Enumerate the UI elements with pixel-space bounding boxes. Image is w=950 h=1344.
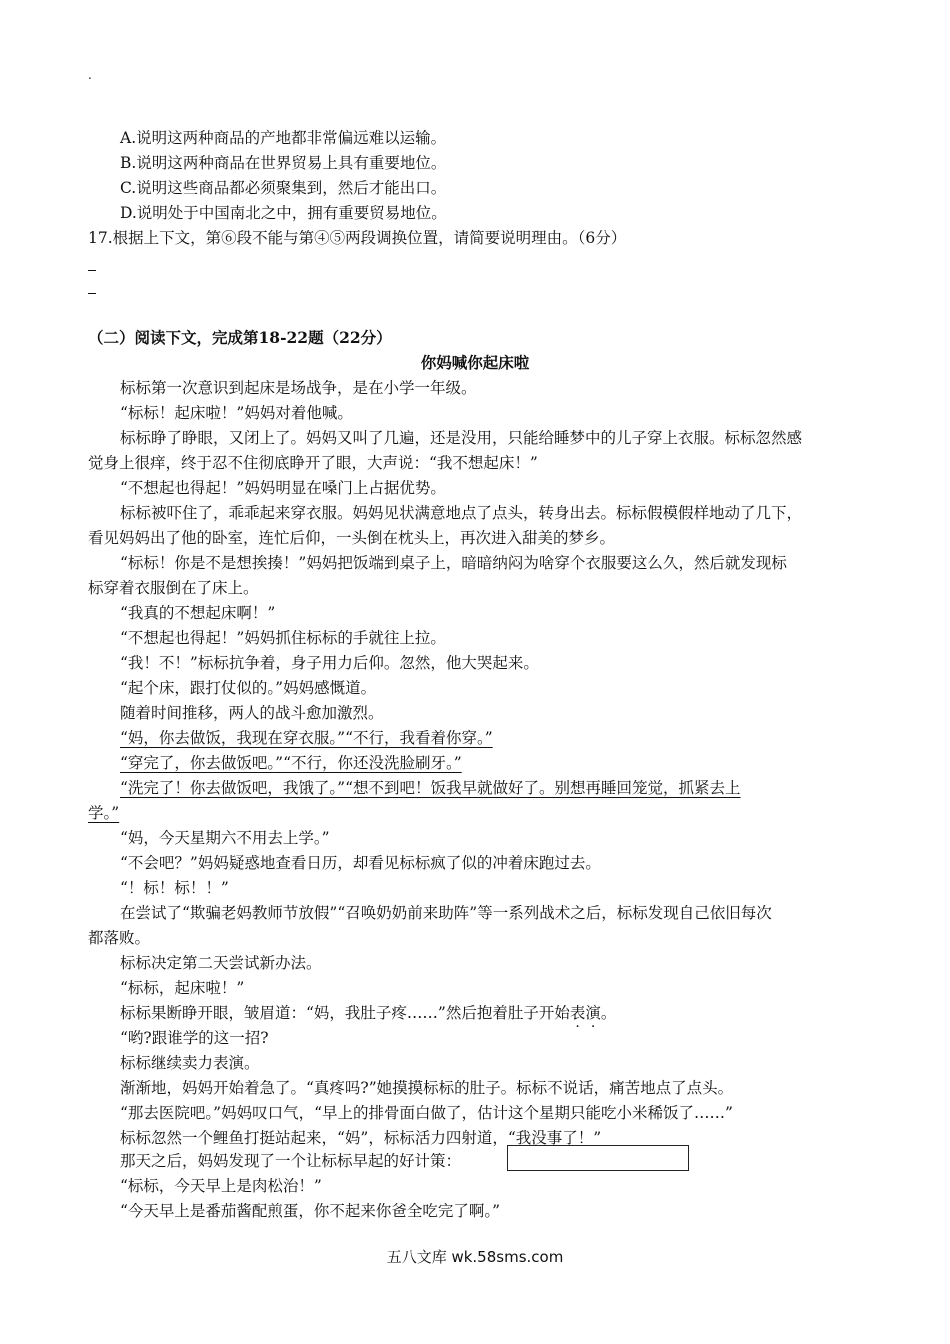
paragraph: “标标！起床啦！”妈妈对着他喊。 <box>120 404 353 422</box>
paragraph: 标标继续卖力表演。 <box>120 1054 260 1072</box>
paragraph-cont: 标穿着衣服倒在了床上。 <box>88 579 259 597</box>
paragraph: 渐渐地，妈妈开始着急了。“真疼吗?”她摸摸标标的肚子。标标不说话，痛苦地点了点头。 <box>120 1079 734 1097</box>
paragraph: “妈，今天星期六不用去上学。” <box>120 829 330 847</box>
paragraph-cont: 都落败。 <box>88 929 151 947</box>
option-d: D.说明处于中国南北之中，拥有重要贸易地位。 <box>120 204 447 222</box>
paragraph: 标标睁了睁眼，又闭上了。妈妈又叫了几遍，还是没用，只能给睡梦中的儿子穿上衣服。标标忽然感 <box>120 429 803 447</box>
paragraph: 随着时间推移，两人的战斗愈加激烈。 <box>120 704 384 722</box>
paragraph: “不想起也得起！”妈妈抓住标标的手就往上拉。 <box>120 629 446 647</box>
paragraph: “那去医院吧。”妈妈叹口气，“早上的排骨面白做了，估计这个星期只能吃小米稀饭了……” <box>120 1104 733 1122</box>
paragraph-cont: 觉身上很痒，终于忍不住彻底睁开了眼，大声说：“我不想起床！” <box>88 454 538 472</box>
answer-line <box>88 270 96 271</box>
section-heading: （二）阅读下文，完成第18-22题（22分） <box>88 328 392 347</box>
paragraph: 标标被吓住了，乖乖起来穿衣服。妈妈见状满意地点了点头，转身出去。标标假模假样地动了几下， <box>120 504 803 522</box>
page-marker: . <box>88 68 92 82</box>
paragraph-cont: 看见妈妈出了他的卧室，连忙后仰，一头倒在枕头上，再次进入甜美的梦乡。 <box>88 529 616 547</box>
footer-watermark: 五八文库 wk.58sms.com <box>386 1248 564 1266</box>
emphasis-char: 表 <box>569 1004 586 1022</box>
underlined-dialogue-cont: 学。” <box>88 804 120 822</box>
emphasis-char: 演 <box>585 1004 601 1022</box>
paragraph: “！标！标！！” <box>120 879 229 897</box>
paragraph: “今天早上是番茄酱配煎蛋，你不起来你爸全吃完了啊。” <box>120 1202 501 1220</box>
underlined-dialogue: “穿完了，你去做饭吧。”“不行，你还没洗脸刷牙。” <box>120 754 462 772</box>
paragraph: “我！不！”标标抗争着，身子用力后仰。忽然，他大哭起来。 <box>120 654 539 672</box>
paragraph: “标标，起床啦！” <box>120 979 245 997</box>
paragraph: 标标忽然一个鲤鱼打挺站起来，“妈”，标标活力四射道，“我没事了！” <box>120 1129 602 1147</box>
option-b: B.说明这两种商品在世界贸易上具有重要地位。 <box>120 154 447 172</box>
paragraph: “起个床，跟打仗似的。”妈妈感慨道。 <box>120 679 377 697</box>
underlined-dialogue: “妈，你去做饭，我现在穿衣服。”“不行，我看着你穿。” <box>120 729 493 747</box>
paragraph: “标标，今天早上是肉松治！” <box>120 1177 322 1195</box>
option-c: C.说明这些商品都必须聚集到，然后才能出口。 <box>120 179 447 197</box>
question-17: 17.根据上下文，第⑥段不能与第④⑤两段调换位置，请简要说明理由。（6分） <box>88 229 627 247</box>
paragraph: 标标第一次意识到起床是场战争，是在小学一年级。 <box>120 379 477 397</box>
answer-box[interactable] <box>507 1145 689 1171</box>
paragraph: 那天之后，妈妈发现了一个让标标早起的好计策： <box>120 1152 462 1170</box>
story-title: 你妈喊你起床啦 <box>420 353 530 372</box>
paragraph: 标标决定第二天尝试新办法。 <box>120 954 322 972</box>
paragraph: “我真的不想起床啊！” <box>120 604 276 622</box>
paragraph: “哟?跟谁学的这一招? <box>120 1029 269 1047</box>
paragraph: “不会吧？”妈妈疑惑地查看日历，却看见标标疯了似的冲着床跑过去。 <box>120 854 601 872</box>
paragraph: “不想起也得起！”妈妈明显在嗓门上占据优势。 <box>120 479 446 497</box>
answer-line <box>88 293 96 294</box>
underlined-dialogue: “洗完了！你去做饭吧，我饿了。”“想不到吧！饭我早就做好了。别想再睡回笼觉，抓紧去上 <box>120 779 741 797</box>
paragraph: “标标！你是不是想挨揍！”妈妈把饭端到桌子上，暗暗纳闷为啥穿个衣服要这么久，然后就发现标 <box>120 554 787 572</box>
paragraph: 在尝试了“欺骗老妈教师节放假”“召唤奶奶前来助阵”等一系列战术之后，标标发现自己依旧每次 <box>120 904 772 922</box>
paragraph: 标标果断睁开眼，皱眉道：“妈，我肚子疼……”然后抱着肚子开始表演。 <box>120 1004 617 1022</box>
option-a: A.说明这两种商品的产地都非常偏远难以运输。 <box>120 129 447 147</box>
